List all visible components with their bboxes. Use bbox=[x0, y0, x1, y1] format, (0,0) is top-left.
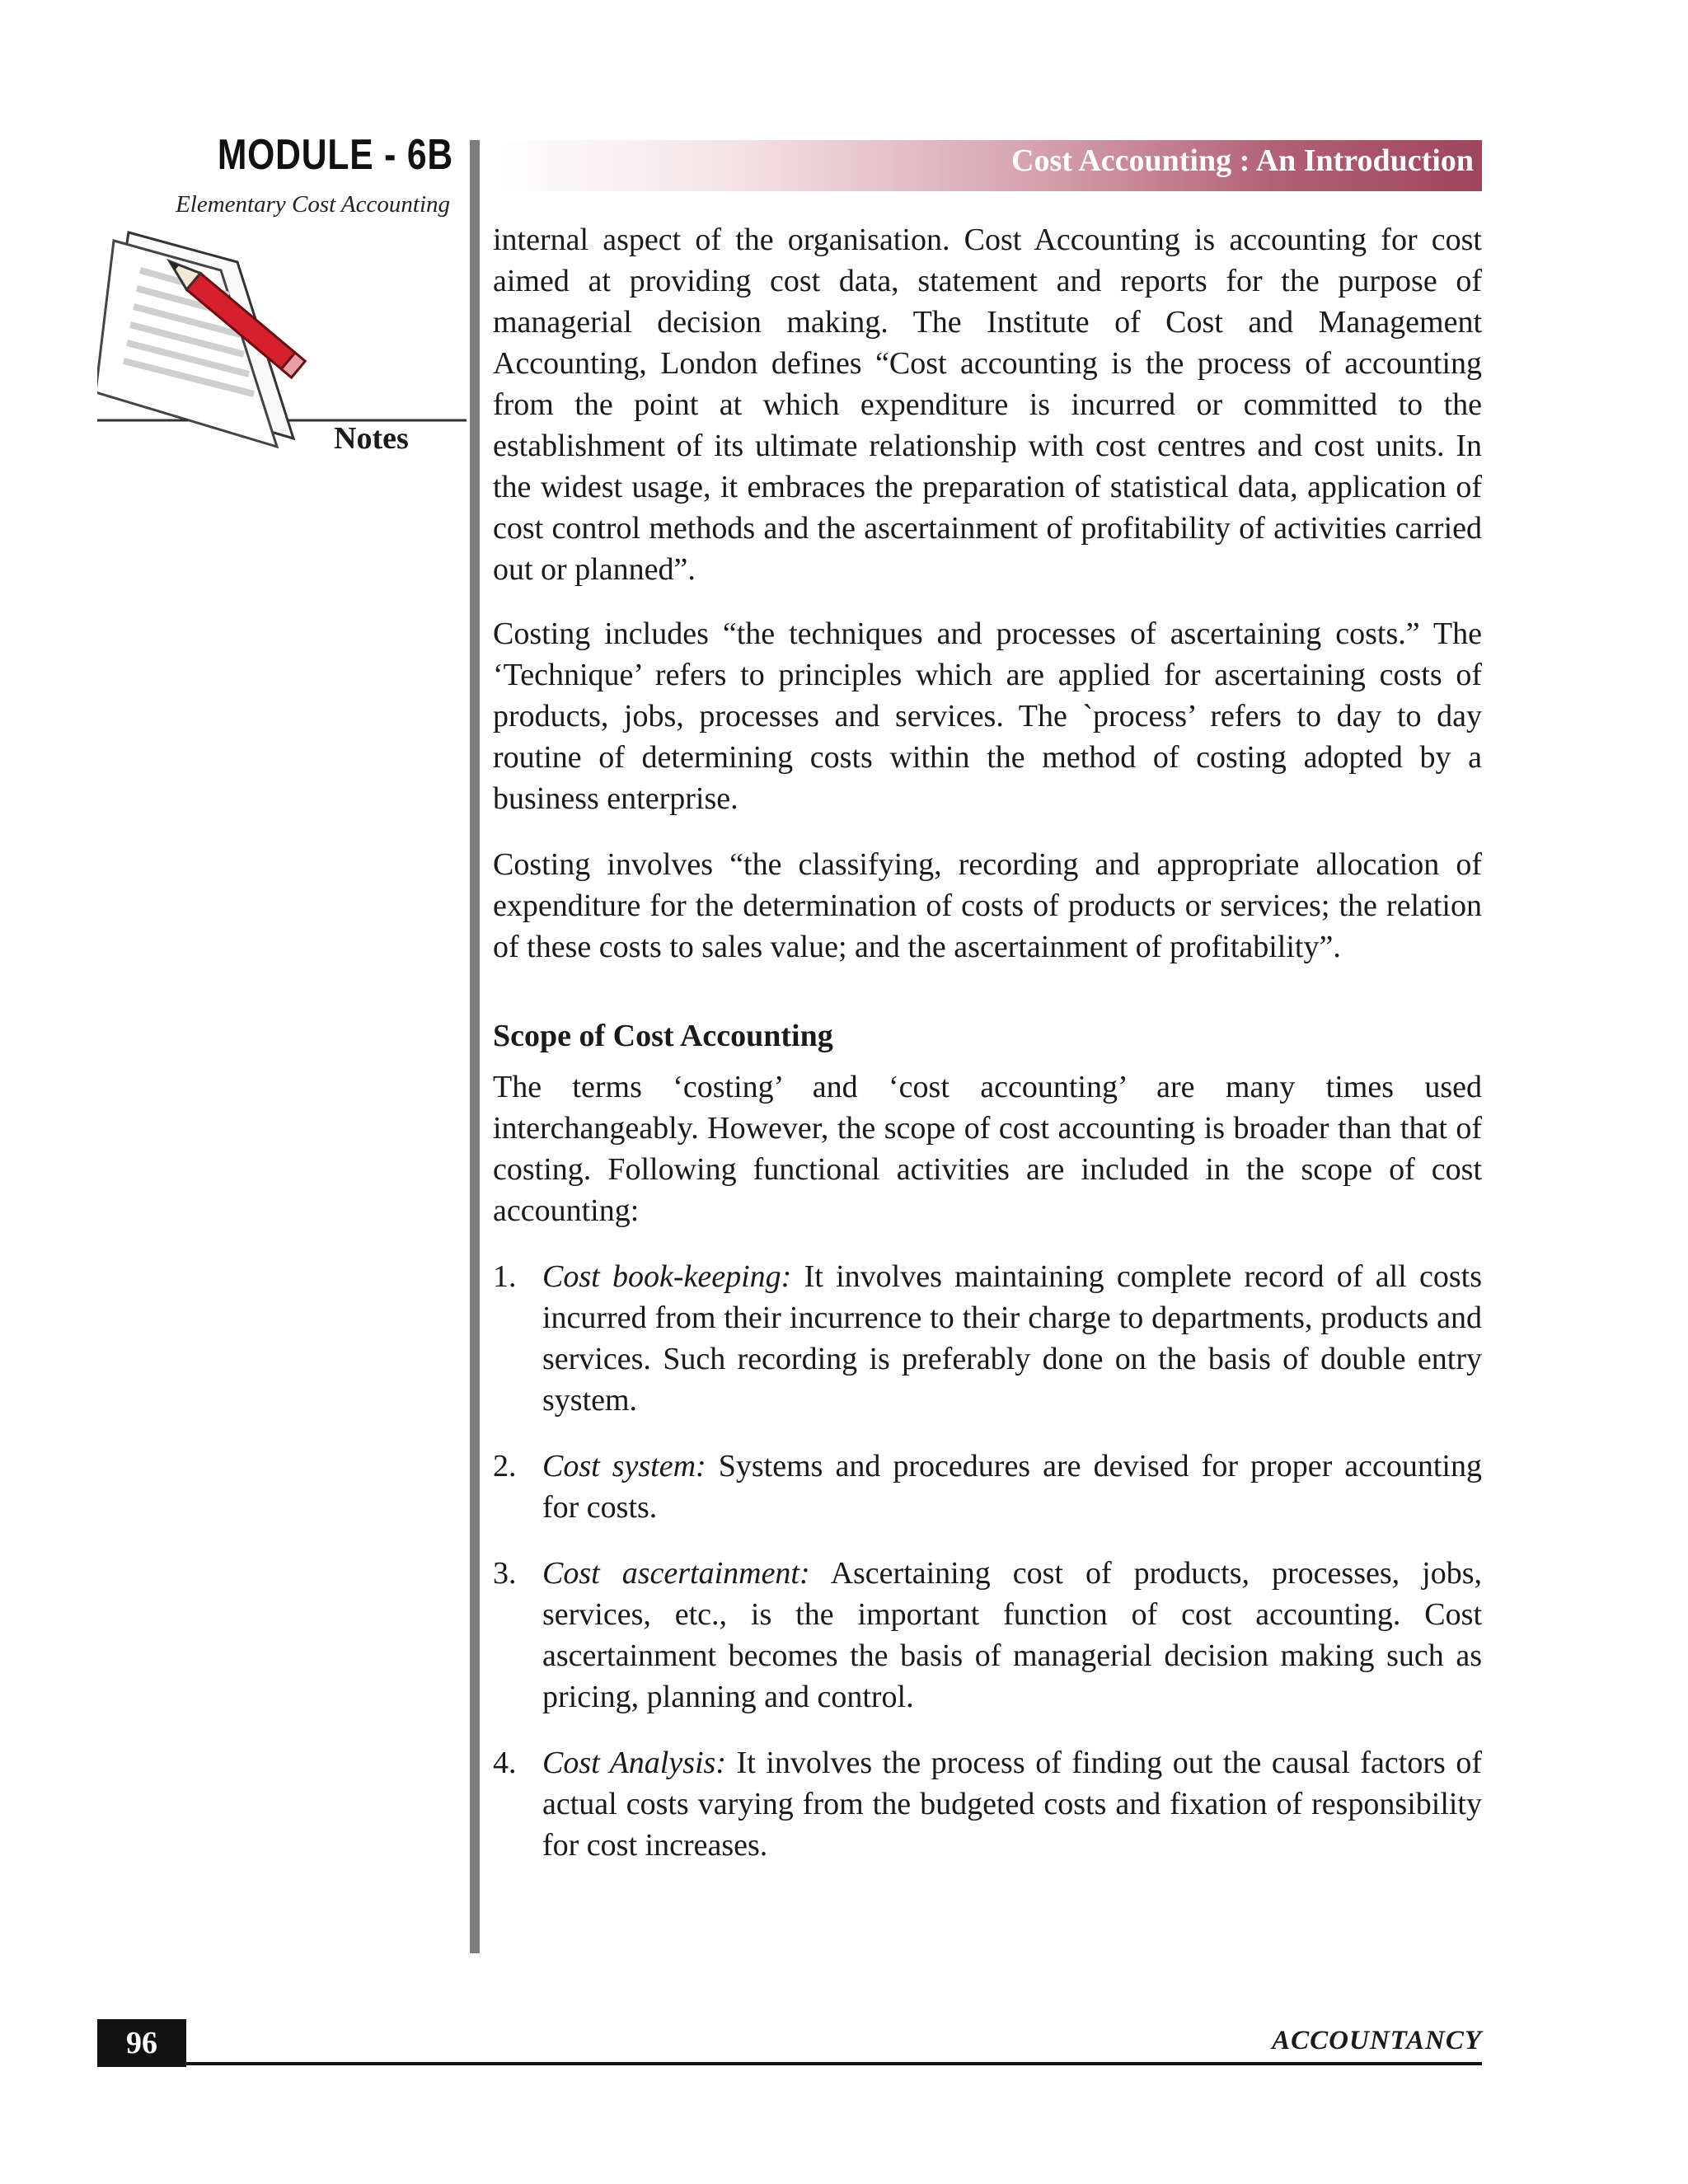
list-term: Cost book-keeping: bbox=[542, 1259, 792, 1294]
list-term: Cost Analysis: bbox=[542, 1746, 726, 1780]
paragraph: internal aspect of the organisation. Cost Accounting is accounting for cost aimed at providing cost data, statement and reports for the purpose of managerial decision making. The Institute of Cost and Management Accounting, London defines “Cost accounting is the process of accounting from the point at which expenditure is incurred or committed to the establishment of its ultimate relationship with cost centres and cost units. In the widest usage, it embraces the preparation of statistical data, application of cost control methods and the ascertainment of profitability of activities carried out or planned”. bbox=[493, 223, 1482, 587]
header-band bbox=[493, 140, 1482, 191]
main-content bbox=[493, 219, 1482, 1891]
list-term: Cost ascertainment: bbox=[542, 1556, 810, 1591]
list-item bbox=[493, 1446, 1482, 1528]
list-term: Cost system: bbox=[542, 1449, 706, 1483]
list-item bbox=[493, 1742, 1482, 1866]
list-item bbox=[493, 1256, 1482, 1421]
list-text: Systems and procedures are devised for proper accounting for costs. bbox=[542, 1449, 1482, 1525]
list-text: It involves the process of finding out the causal factors of actual costs varying from the budgeted costs and fixation of responsibility for cost increases. bbox=[542, 1746, 1482, 1863]
paragraph: Costing involves “the classifying, recording and appropriate allocation of expenditure for the determination of costs of products or services; the relation of these costs to sales value; and the ascertainment of profitability”. bbox=[493, 847, 1482, 964]
list-text: Ascertaining cost of products, processes, jobs, services, etc., is the important function of cost accounting. Cost ascertainment becomes the basis of managerial decision making such as pricing, planning and control. bbox=[542, 1556, 1482, 1714]
scope-list bbox=[493, 1256, 1482, 1866]
chapter-title: Cost Accounting : An Introduction bbox=[1011, 143, 1474, 178]
paragraph: The terms ‘costing’ and ‘cost accounting’ are many times used interchangeably. However, the scope of cost accounting is broader than that of costing. Following functional activities are included in the scope of cost accounting: bbox=[493, 1070, 1482, 1228]
module-subtitle: Elementary Cost Accounting bbox=[176, 191, 450, 218]
module-title: MODULE - 6B bbox=[217, 131, 453, 179]
notes-pencil-icon bbox=[97, 223, 476, 462]
list-text: It involves maintaining complete record of all costs incurred from their incurrence to their charge to departments, products and services. Such recording is preferably done on the basis of double entry system. bbox=[542, 1259, 1482, 1418]
margin-divider bbox=[470, 140, 480, 1953]
footer-title: ACCOUNTANCY bbox=[1272, 2026, 1482, 2055]
notes-label: Notes bbox=[334, 421, 409, 456]
section-heading: Scope of Cost Accounting bbox=[493, 1019, 833, 1053]
list-item bbox=[493, 1553, 1482, 1718]
footer-rule bbox=[186, 2062, 1482, 2065]
list-number: 1. bbox=[493, 1259, 517, 1294]
list-number: 3. bbox=[493, 1556, 517, 1591]
list-number: 2. bbox=[493, 1449, 517, 1483]
paragraph: Costing includes “the techniques and processes of ascertaining costs.” The ‘Technique’ refers to principles which are applied for ascertaining costs of products, jobs, processes and services. The `process’ refers to day to day routine of determining costs within the method of costing adopted by a business enterprise. bbox=[493, 616, 1482, 816]
page-number: 96 bbox=[97, 2019, 186, 2067]
list-number: 4. bbox=[493, 1746, 517, 1780]
